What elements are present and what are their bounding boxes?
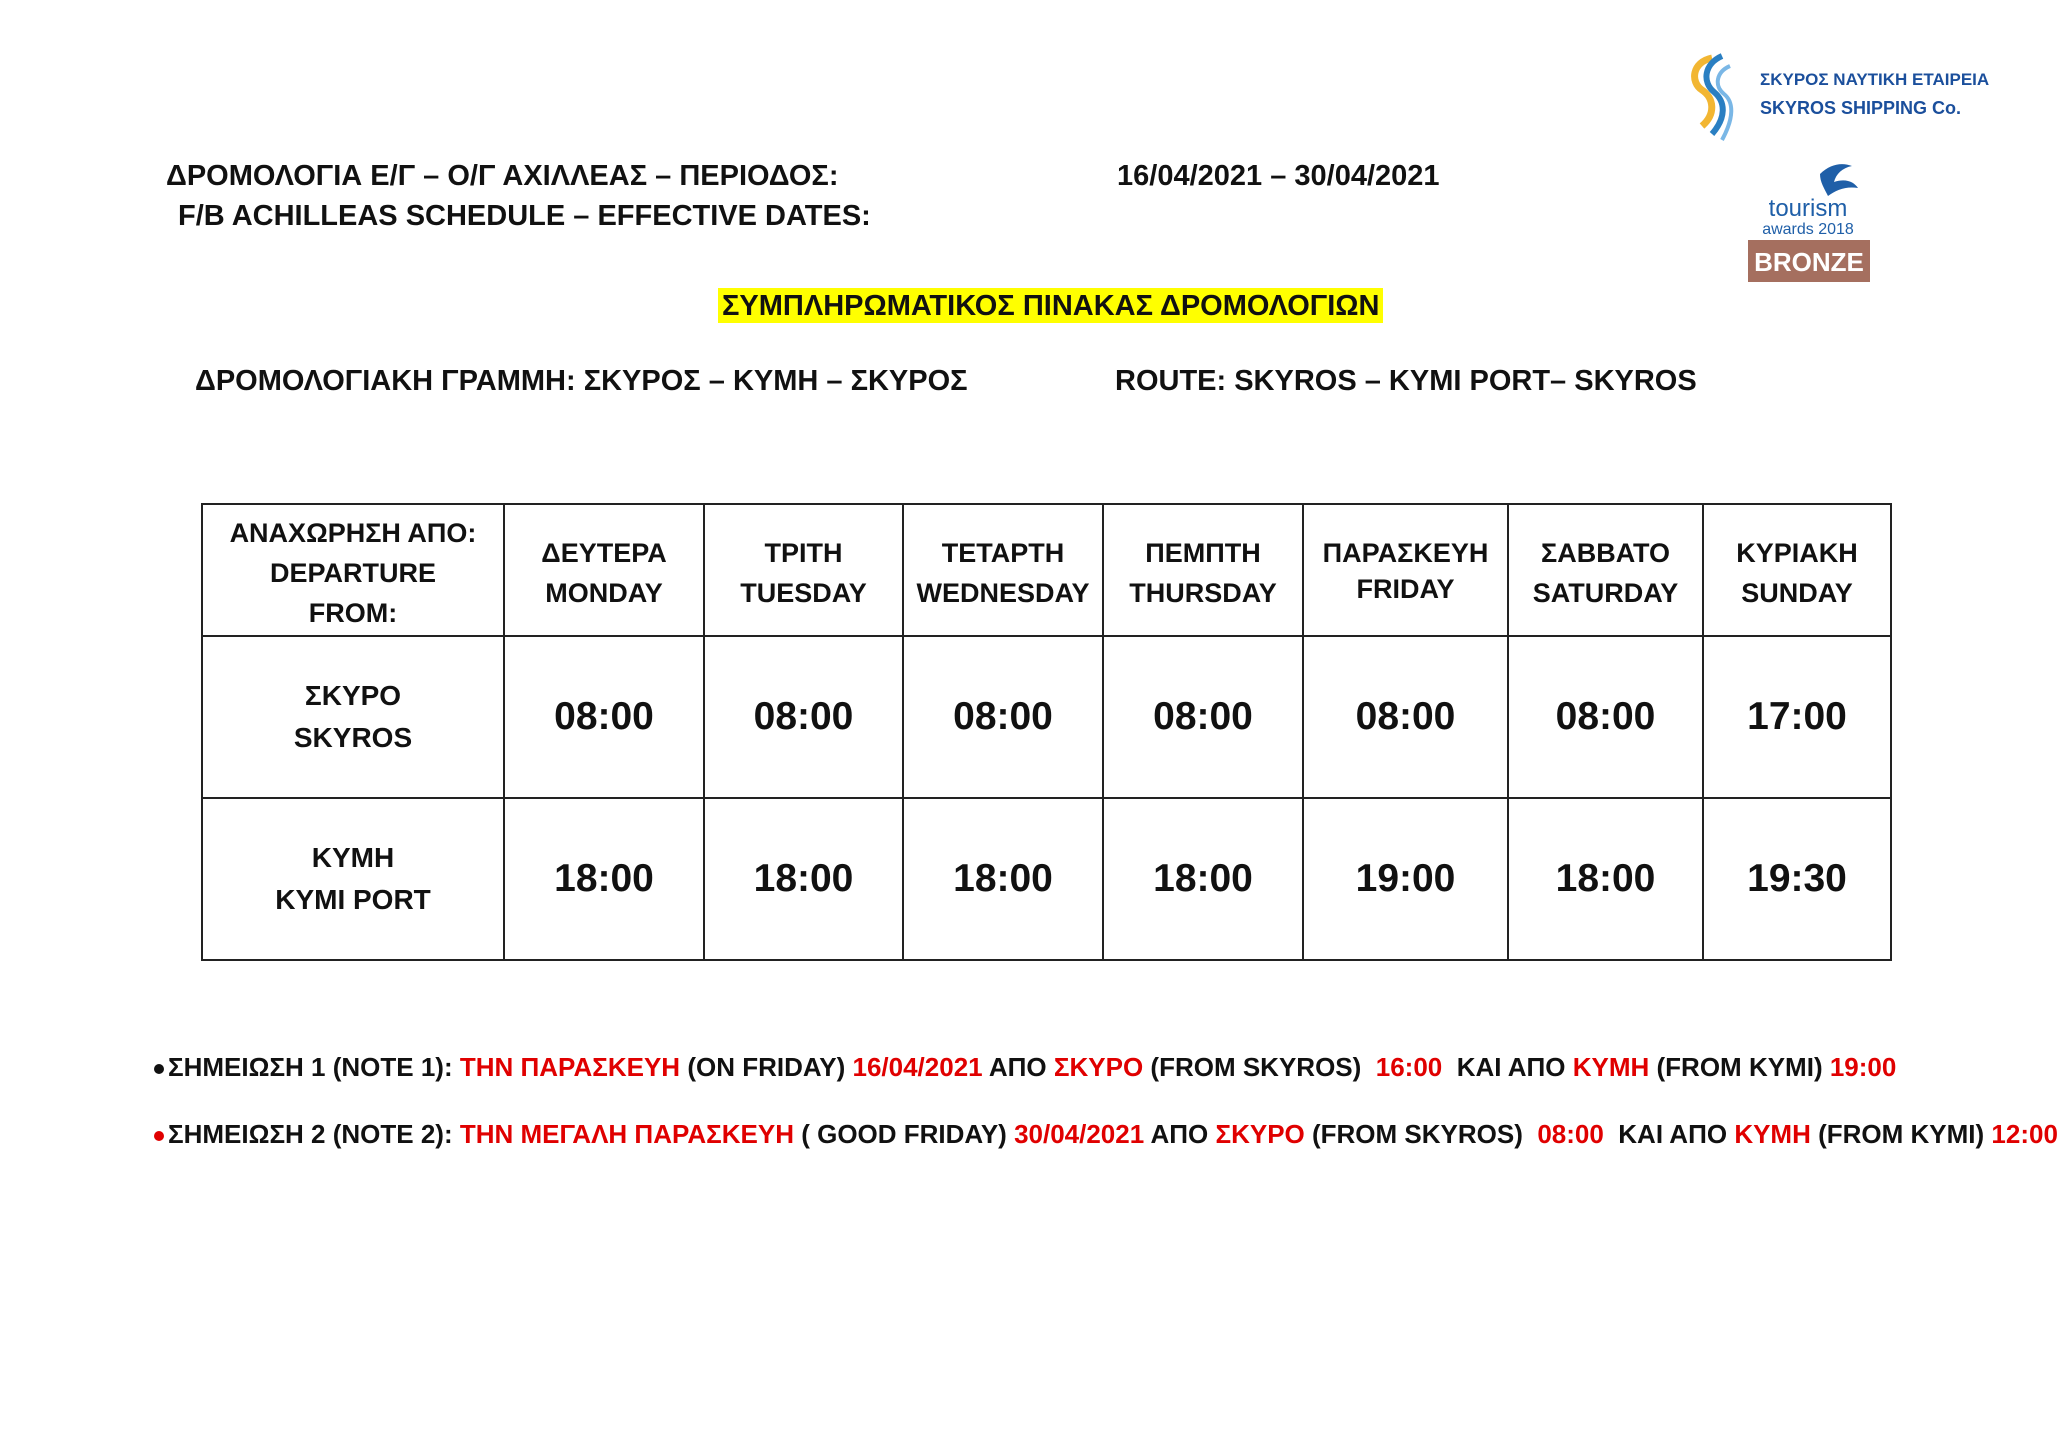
note-2-part: ΣΚΥΡΟ <box>1215 1119 1305 1149</box>
note-2-part: ( GOOD FRIDAY) <box>794 1119 1015 1149</box>
note-1-part: ΣΗΜΕΙΩΣΗ 1 (NOTE 1): <box>168 1052 460 1082</box>
note-1-part: (FROM SKYROS) <box>1143 1052 1376 1082</box>
corner-line-1: ΑΝΑΧΩΡΗΣΗ ΑΠΟ: <box>229 518 477 548</box>
day-gr: ΤΡΙΤΗ <box>764 538 843 568</box>
station-en: SKYROS <box>293 722 413 753</box>
station-cell-skyros <box>202 636 504 798</box>
time-cell: 18:00 <box>903 798 1103 960</box>
note-1-part: (ON FRIDAY) <box>680 1052 853 1082</box>
note-2-bullet-icon <box>154 1131 164 1141</box>
award-line1: tourism <box>1768 195 1848 222</box>
day-gr: ΠΕΜΠΤΗ <box>1145 538 1261 568</box>
station-cell-kymi <box>202 798 504 960</box>
time-cell: 08:00 <box>1508 636 1703 798</box>
supplementary-schedule-title: ΣΥΜΠΛΗΡΩΜΑΤΙΚΟΣ ΠΙΝΑΚΑΣ ΔΡΟΜΟΛΟΓΙΩΝ <box>718 288 1383 323</box>
note-1-text <box>168 1052 1896 1082</box>
note-1-part: ΣΚΥΡΟ <box>1053 1052 1144 1082</box>
time-cell: 08:00 <box>504 636 704 798</box>
note-1-part: 16:00 <box>1375 1052 1443 1082</box>
time-cell: 08:00 <box>704 636 903 798</box>
day-header-tuesday <box>704 504 903 636</box>
day-gr: ΠΑΡΑΣΚΕΥΗ <box>1322 538 1489 568</box>
day-gr: ΣΑΒΒΑΤΟ <box>1541 538 1670 568</box>
station-gr: ΣΚΥΡΟ <box>304 680 402 711</box>
note-1-part: ΑΠΟ <box>982 1052 1054 1082</box>
award-badge-icon <box>1742 158 1874 284</box>
note-2-part: ΚΑΙ ΑΠΟ <box>1603 1119 1735 1149</box>
skyros-logo-mark-icon <box>1672 52 1752 147</box>
day-gr: ΚΥΡΙΑΚΗ <box>1736 538 1858 568</box>
note-2-part: (FROM KYMI) <box>1810 1119 1992 1149</box>
note-1-part: 16/04/2021 <box>852 1052 983 1082</box>
day-en: SATURDAY <box>1532 578 1679 608</box>
day-header-sunday <box>1703 504 1891 636</box>
day-header-monday <box>504 504 704 636</box>
table-row <box>202 798 1891 960</box>
note-2 <box>154 1119 2058 1150</box>
table-header-row <box>202 504 1891 636</box>
day-en: TUESDAY <box>740 578 867 608</box>
station-en: KYMI PORT <box>275 884 431 915</box>
time-cell: 08:00 <box>1103 636 1303 798</box>
time-cell: 18:00 <box>1508 798 1703 960</box>
note-2-part: 12:00 <box>1991 1119 2058 1149</box>
note-2-part: 08:00 <box>1537 1119 1604 1149</box>
table-row <box>202 636 1891 798</box>
award-line2: awards 2018 <box>1762 221 1854 238</box>
tourism-award-badge <box>1742 158 1874 284</box>
title-english: F/B ACHILLEAS SCHEDULE – EFFECTIVE DATES: <box>178 200 871 232</box>
corner-header-cell <box>202 504 504 636</box>
day-header-friday <box>1303 504 1508 636</box>
time-cell: 08:00 <box>1303 636 1508 798</box>
note-2-part: ΤΗΝ ΜΕΓΑΛΗ ΠΑΡΑΣΚΕΥΗ <box>459 1119 794 1149</box>
time-cell: 18:00 <box>704 798 903 960</box>
station-gr: ΚΥΜΗ <box>311 842 395 873</box>
route-greek: ΔΡΟΜΟΛΟΓΙΑΚΗ ΓΡΑΜΜΗ: ΣΚΥΡΟΣ – ΚΥΜΗ – ΣΚΥΡΟΣ <box>195 365 968 397</box>
note-1-bullet-icon <box>154 1064 164 1074</box>
day-en: FRIDAY <box>1356 574 1455 604</box>
day-header-saturday <box>1508 504 1703 636</box>
day-header-thursday <box>1103 504 1303 636</box>
note-2-text <box>168 1119 2058 1149</box>
day-gr: ΔΕΥΤΕΡΑ <box>541 538 667 568</box>
day-header-wednesday <box>903 504 1103 636</box>
time-cell: 18:00 <box>504 798 704 960</box>
logo-english-text: SKYROS SHIPPING Co. <box>1760 98 1962 118</box>
note-1-part: (FROM KYMI) <box>1649 1052 1830 1082</box>
note-1-part: ΚΥΜΗ <box>1572 1052 1650 1082</box>
note-1-part: ΤΗΝ ΠΑΡΑΣΚΕΥΗ <box>459 1052 681 1082</box>
note-1 <box>154 1052 1896 1083</box>
schedule-table <box>201 503 1892 961</box>
company-logo <box>1672 52 1990 147</box>
subtitle-box <box>718 290 1383 323</box>
time-cell: 08:00 <box>903 636 1103 798</box>
logo-greek-text: ΣΚΥΡΟΣ ΝΑΥΤΙΚΗ ΕΤΑΙΡΕΙΑ <box>1760 70 1990 89</box>
day-en: WEDNESDAY <box>916 578 1090 608</box>
note-2-part: ΚΥΜΗ <box>1734 1119 1811 1149</box>
note-2-part: 30/04/2021 <box>1014 1119 1145 1149</box>
note-2-part: ΣΗΜΕΙΩΣΗ 2 (NOTE 2): <box>168 1119 460 1149</box>
corner-line-3: FROM: <box>308 598 398 628</box>
note-2-part: ΑΠΟ <box>1144 1119 1216 1149</box>
time-cell: 19:30 <box>1703 798 1891 960</box>
note-1-part: 19:00 <box>1829 1052 1897 1082</box>
day-en: THURSDAY <box>1129 578 1277 608</box>
route-english: ROUTE: SKYROS – KYMI PORT– SKYROS <box>1115 365 1697 397</box>
effective-dates: 16/04/2021 – 30/04/2021 <box>1117 160 1440 192</box>
corner-line-2: DEPARTURE <box>269 558 436 588</box>
day-en: MONDAY <box>545 578 663 608</box>
title-greek: ΔΡΟΜΟΛΟΓΙΑ Ε/Γ – Ο/Γ ΑΧΙΛΛΕΑΣ – ΠΕΡΙΟΔΟΣ: <box>166 160 839 192</box>
note-1-part: ΚΑΙ ΑΠΟ <box>1442 1052 1573 1082</box>
day-en: SUNDAY <box>1741 578 1853 608</box>
day-gr: ΤΕΤΑΡΤΗ <box>941 538 1065 568</box>
time-cell: 18:00 <box>1103 798 1303 960</box>
note-2-part: (FROM SKYROS) <box>1304 1119 1538 1149</box>
time-cell: 17:00 <box>1703 636 1891 798</box>
award-medal: BRONZE <box>1754 247 1864 277</box>
time-cell: 19:00 <box>1303 798 1508 960</box>
